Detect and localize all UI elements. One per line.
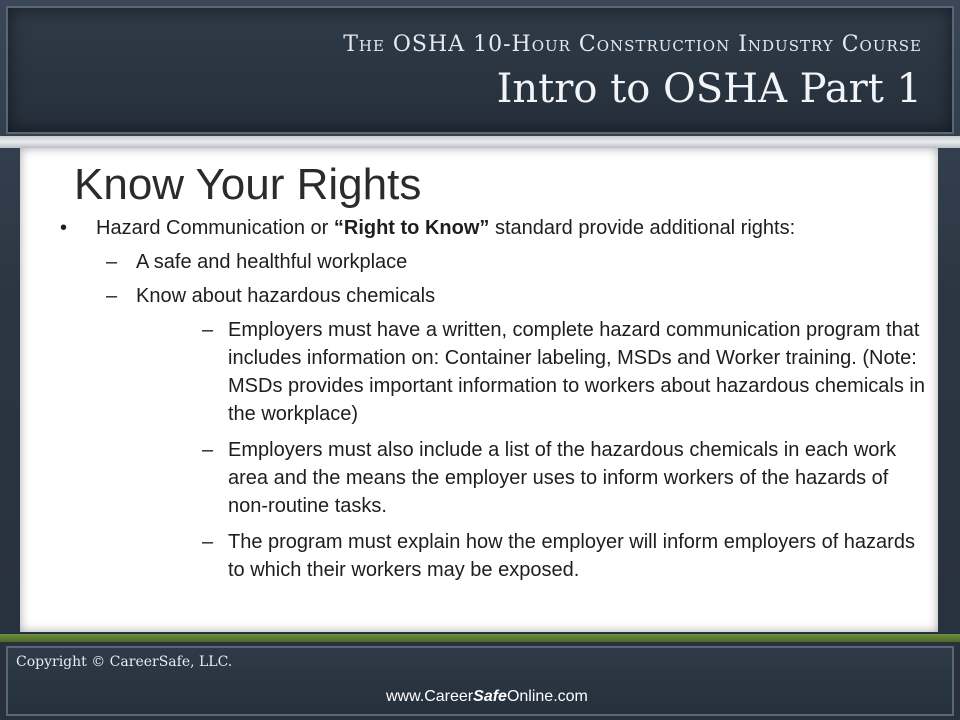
part-title: Intro to OSHA Part 1 — [496, 66, 922, 112]
detail-item-inform-employers — [56, 528, 926, 584]
bullet-suffix: standard provide additional rights: — [489, 217, 796, 239]
detail-item-chemical-list — [56, 436, 926, 520]
bullet-item-hazard-communication — [56, 214, 926, 242]
dash-icon: – — [106, 285, 118, 307]
bullet-list — [56, 214, 926, 592]
header-divider — [0, 136, 960, 148]
dash-icon: – — [202, 319, 214, 341]
detail-item-text: Employers must have a written, complete hazard communication program that includes information on: Container labeling, MSDs and Worker training. (Note: MSDs provides important information to workers about hazardous chemicals in the workplace) — [228, 319, 925, 425]
bullet-prefix: Hazard Communication or — [96, 217, 334, 239]
sub-item-text: Know about hazardous chemicals — [136, 285, 436, 307]
slide-footer — [6, 646, 954, 716]
bullet-emphasis: “Right to Know” — [333, 217, 490, 239]
copyright-text: Copyright © CareerSafe, LLC. — [16, 654, 233, 670]
footer-accent-bar — [0, 634, 960, 642]
sub-item-text: A safe and healthful workplace — [136, 251, 408, 273]
detail-item-text: The program must explain how the employer will inform employers of hazards to which their workers may be exposed. — [228, 531, 915, 581]
site-prefix: www.Career — [386, 688, 474, 705]
slide-header — [6, 6, 954, 134]
detail-item-written-program — [56, 316, 926, 428]
dash-icon: – — [106, 251, 118, 273]
website-link[interactable] — [386, 688, 588, 706]
sub-item-hazardous-chemicals — [56, 282, 926, 310]
detail-item-text: Employers must also include a list of the hazardous chemicals in each work area and the means the employer uses to inform workers of the hazards of non-routine tasks. — [228, 439, 897, 517]
site-brand: Safe — [473, 688, 507, 705]
bullet-dot-icon: • — [60, 217, 68, 239]
site-suffix: Online.com — [506, 688, 588, 705]
slide-content — [20, 148, 938, 632]
dash-icon: – — [202, 439, 214, 461]
sub-item-safe-workplace — [56, 248, 926, 276]
slide-title: Know Your Rights — [74, 160, 422, 209]
course-title: The OSHA 10-Hour Construction Industry Course — [343, 32, 922, 57]
dash-icon: – — [202, 531, 214, 553]
